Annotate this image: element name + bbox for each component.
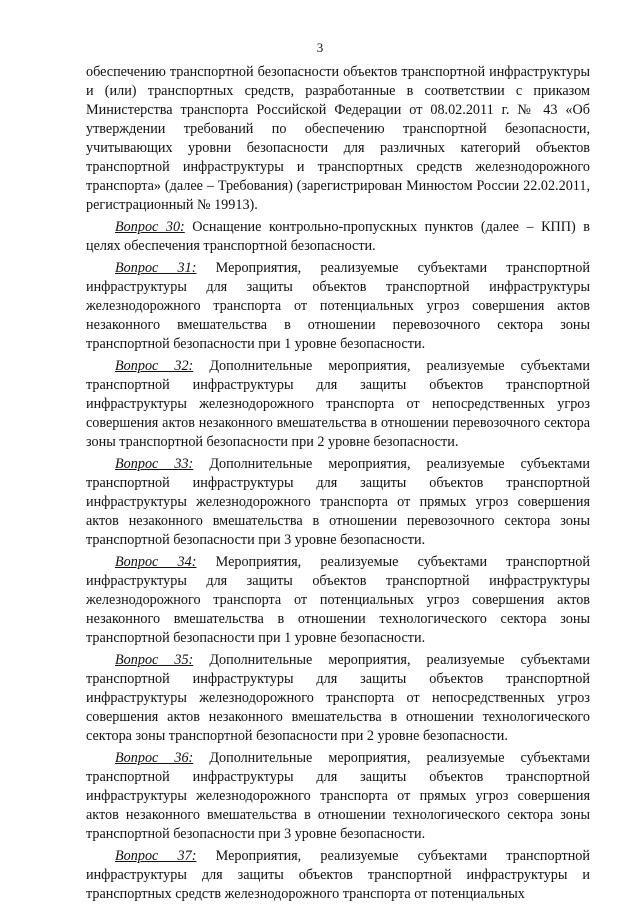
question-37 bbox=[86, 847, 590, 904]
question-34-label: Вопрос 34: bbox=[115, 554, 197, 570]
question-31-label: Вопрос 31: bbox=[115, 260, 197, 276]
question-35 bbox=[86, 651, 590, 746]
intro-paragraph: обеспечению транспортной безопасности объектов транспортной инфраструктуры и (или) транспортных средств, разработанные в соответствии с приказом Министерства транспорта Российской Федерации от 08.02.2011 г. № 43 «Об утверждении требований по обеспечению транспортной безопасности, учитывающих уровни безопасности для различных категорий объектов транспортной инфраструктуры и транспортных средств железнодорожного транспорта» (далее – Требования) (зарегистрирован Минюстом России 22.02.2011, регистрационный № 19913). bbox=[86, 64, 590, 213]
question-34 bbox=[86, 553, 590, 648]
question-35-text: Дополнительные мероприятия, реализуемые субъектами транспортной инфраструктуры для защиты объектов транспортной инфраструктуры железнодорожного транспорта от непосредственных угроз совершения актов незаконного вмешательства в отношении технологического сектора зоны транспортной безопасности при 2 уровне безопасности. bbox=[86, 652, 590, 744]
question-33 bbox=[86, 455, 590, 550]
page-number: 3 bbox=[316, 40, 324, 55]
question-30 bbox=[86, 218, 590, 256]
question-33-label: Вопрос 33: bbox=[115, 456, 194, 472]
question-37-text: Мероприятия, реализуемые субъектами транспортной инфраструктуры для защиты объектов транспортной инфраструктуры и транспортных средств железнодорожного транспорта от потенциальных bbox=[86, 848, 590, 902]
question-31 bbox=[86, 259, 590, 354]
question-36 bbox=[86, 749, 590, 844]
question-32-label: Вопрос 32: bbox=[115, 358, 194, 374]
question-36-text: Дополнительные мероприятия, реализуемые субъектами транспортной инфраструктуры для защиты объектов транспортной инфраструктуры железнодорожного транспорта от прямых угроз совершения актов незаконного вмешательства в отношении технологического сектора зоны транспортной безопасности при 3 уровне безопасности. bbox=[86, 750, 590, 842]
question-36-label: Вопрос 36: bbox=[115, 750, 194, 766]
question-31-text: Мероприятия, реализуемые субъектами транспортной инфраструктуры для защиты объектов транспортной инфраструктуры железнодорожного транспорта от потенциальных угроз совершения актов незаконного вмешательства в отношении перевозочного сектора зоны транспортной безопасности при 1 уровне безопасности. bbox=[86, 260, 590, 352]
question-32 bbox=[86, 357, 590, 452]
question-33-text: Дополнительные мероприятия, реализуемые субъектами транспортной инфраструктуры для защиты объектов транспортной инфраструктуры железнодорожного транспорта от прямых угроз совершения актов незаконного вмешательства в отношении перевозочного сектора зоны транспортной безопасности при 3 уровне безопасности. bbox=[86, 456, 590, 548]
document-body bbox=[86, 63, 590, 907]
question-35-label: Вопрос 35: bbox=[115, 652, 194, 668]
question-34-text: Мероприятия, реализуемые субъектами транспортной инфраструктуры для защиты объектов транспортной инфраструктуры железнодорожного транспорта от потенциальных угроз совершения актов незаконного вмешательства в отношении технологического сектора зоны транспортной безопасности при 1 уровне безопасности. bbox=[86, 554, 590, 646]
question-30-text: Оснащение контрольно-пропускных пунктов (далее – КПП) в целях обеспечения транспортной безопасности. bbox=[86, 219, 590, 254]
question-37-label: Вопрос 37: bbox=[115, 848, 197, 864]
question-32-text: Дополнительные мероприятия, реализуемые субъектами транспортной инфраструктуры для защиты объектов транспортной инфраструктуры железнодорожного транспорта от непосредственных угроз совершения актов незаконного вмешательства в отношении перевозочного сектора зоны транспортной безопасности при 2 уровне безопасности. bbox=[86, 358, 590, 450]
question-30-label: Вопрос 30: bbox=[115, 219, 185, 235]
